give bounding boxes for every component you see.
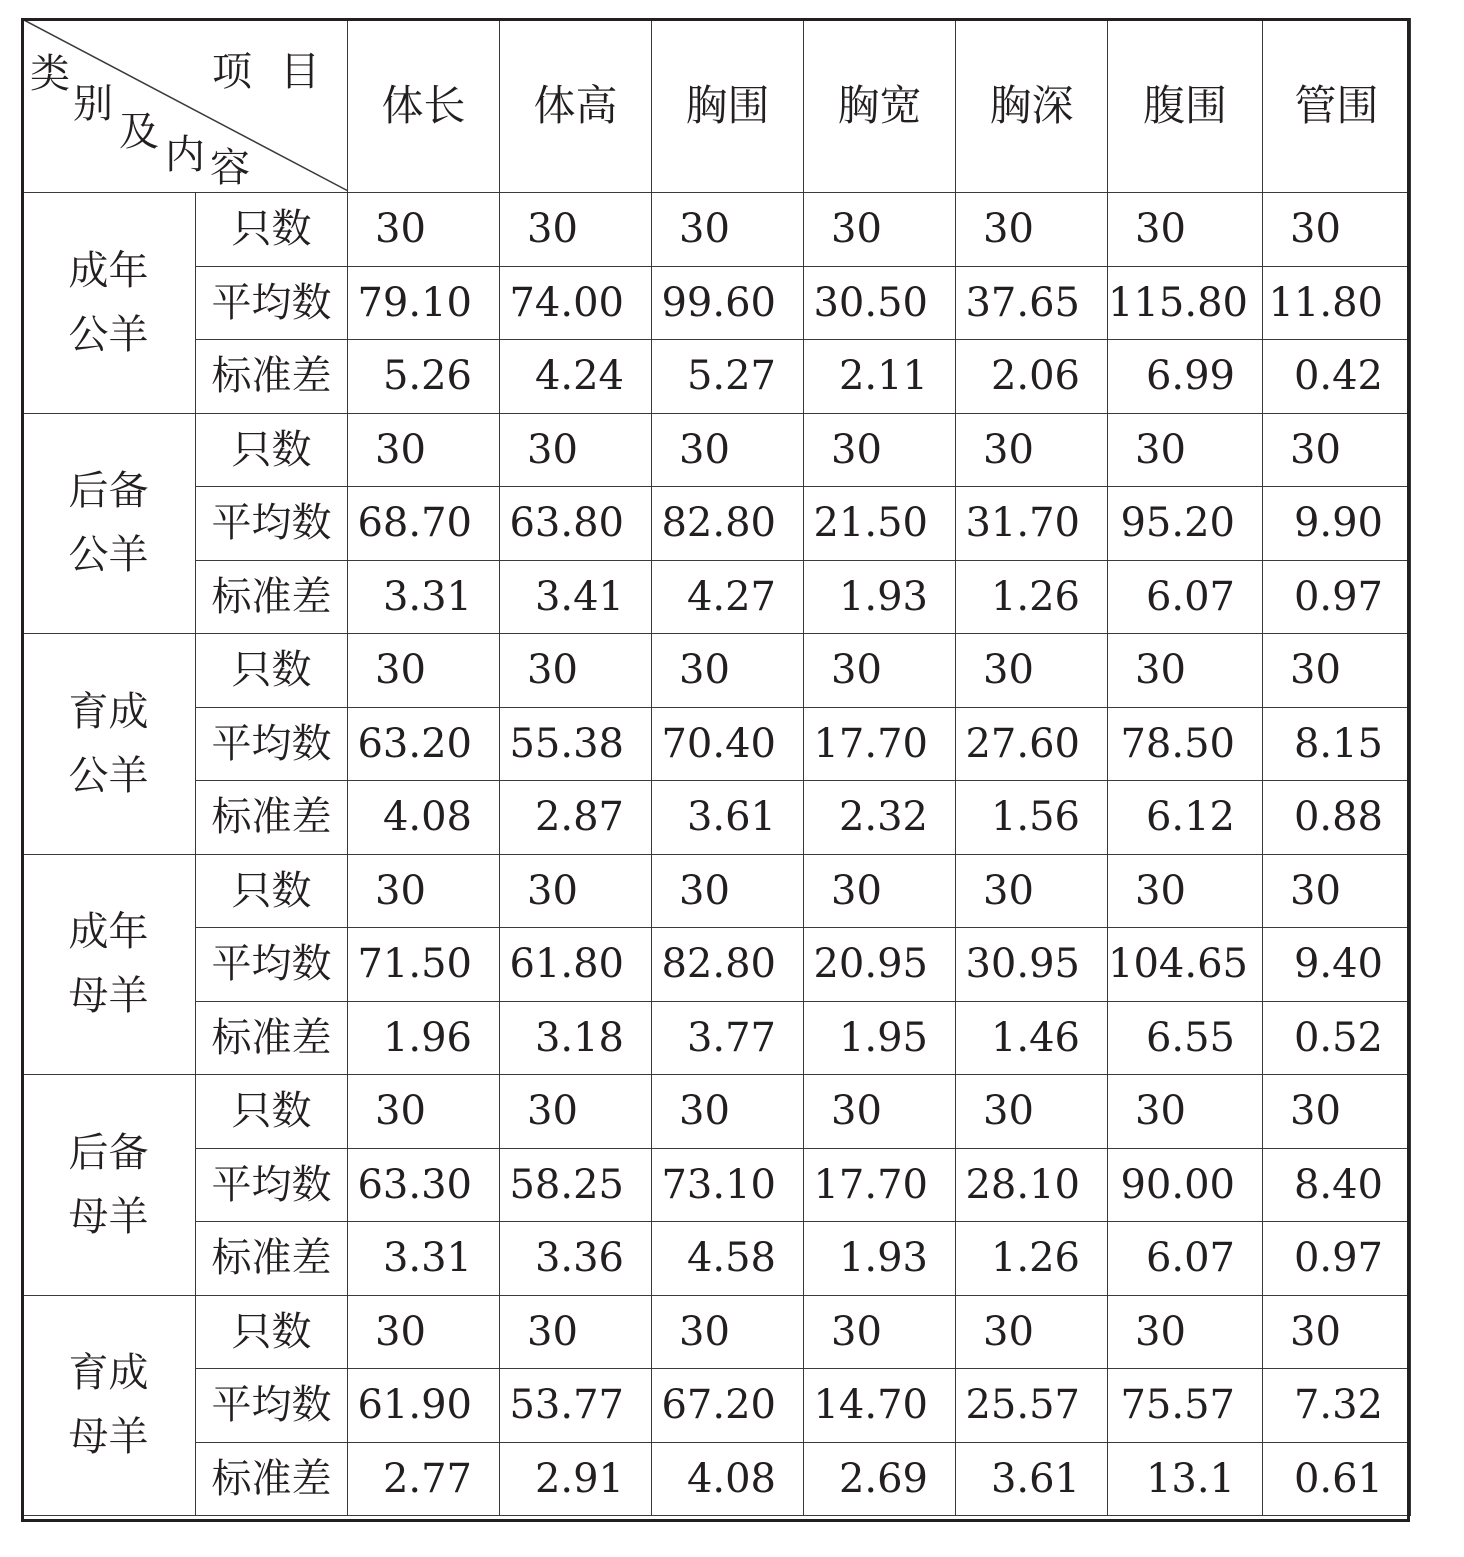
- data-cell: 30: [348, 634, 500, 708]
- data-cell: 30: [348, 854, 500, 928]
- data-cell: 0.88: [1263, 781, 1411, 855]
- data-cell: 1.93: [804, 1222, 956, 1296]
- column-header: 胸深: [956, 19, 1108, 193]
- data-cell: 31.70: [956, 487, 1108, 561]
- row-label: 标准差: [196, 1222, 348, 1296]
- data-cell: 3.77: [652, 1001, 804, 1075]
- data-cell: 1.93: [804, 560, 956, 634]
- data-cell: 30: [1108, 1075, 1263, 1149]
- table-row: [22, 928, 1411, 1002]
- data-cell: 1.96: [348, 1001, 500, 1075]
- column-header: 胸围: [652, 19, 804, 193]
- category-cell: [22, 413, 196, 634]
- data-cell: 6.99: [1108, 340, 1263, 414]
- data-cell: 73.10: [652, 1148, 804, 1222]
- data-cell: 30: [652, 1075, 804, 1149]
- data-cell: 1.95: [804, 1001, 956, 1075]
- data-cell: 30: [956, 1295, 1108, 1369]
- table-row: [22, 340, 1411, 414]
- row-label: 只数: [196, 413, 348, 487]
- data-cell: 30: [956, 634, 1108, 708]
- column-header: 胸宽: [804, 19, 956, 193]
- data-cell: 30: [1108, 1295, 1263, 1369]
- body-measurement-table: [21, 18, 1411, 1516]
- data-cell: 8.15: [1263, 707, 1411, 781]
- data-cell: 30: [348, 413, 500, 487]
- data-cell: 30: [500, 634, 652, 708]
- category-label-line: 母羊: [68, 973, 149, 1020]
- data-cell: 30: [1263, 1295, 1411, 1369]
- row-label: 平均数: [196, 487, 348, 561]
- header-row: [22, 19, 1411, 193]
- category-cell: [22, 634, 196, 855]
- table-row: [22, 1295, 1411, 1369]
- category-label-line: 母羊: [68, 1193, 149, 1240]
- corner-row-char: 容: [210, 145, 250, 191]
- row-label: 平均数: [196, 1148, 348, 1222]
- table-container: [21, 18, 1411, 1516]
- data-cell: 6.55: [1108, 1001, 1263, 1075]
- data-cell: 104.65: [1108, 928, 1263, 1002]
- corner-row-char: 类: [30, 51, 70, 97]
- data-cell: 30: [956, 1075, 1108, 1149]
- data-cell: 5.26: [348, 340, 500, 414]
- data-cell: 30: [956, 854, 1108, 928]
- data-cell: 1.26: [956, 1222, 1108, 1296]
- data-cell: 30: [652, 634, 804, 708]
- data-cell: 20.95: [804, 928, 956, 1002]
- category-cell: [22, 1295, 196, 1516]
- data-cell: 70.40: [652, 707, 804, 781]
- row-label: 平均数: [196, 266, 348, 340]
- data-cell: 30: [1263, 854, 1411, 928]
- data-cell: 58.25: [500, 1148, 652, 1222]
- data-cell: 78.50: [1108, 707, 1263, 781]
- data-cell: 30: [804, 854, 956, 928]
- table-body: [22, 193, 1411, 1516]
- data-cell: 3.31: [348, 1222, 500, 1296]
- data-cell: 30: [348, 193, 500, 267]
- table-row: [22, 266, 1411, 340]
- category-label-line: 母羊: [68, 1414, 149, 1461]
- data-cell: 7.32: [1263, 1369, 1411, 1443]
- corner-header-cell: [22, 19, 348, 193]
- corner-item-char: 目: [280, 49, 320, 95]
- data-cell: 6.07: [1108, 1222, 1263, 1296]
- data-cell: 4.08: [348, 781, 500, 855]
- data-cell: 30.95: [956, 928, 1108, 1002]
- table-row: [22, 413, 1411, 487]
- category-label-line: 后备: [68, 468, 149, 515]
- data-cell: 0.42: [1263, 340, 1411, 414]
- data-cell: 37.65: [956, 266, 1108, 340]
- data-cell: 30: [1263, 634, 1411, 708]
- corner-item-char: 项: [212, 49, 252, 95]
- data-cell: 30: [1108, 413, 1263, 487]
- data-cell: 0.61: [1263, 1442, 1411, 1516]
- data-cell: 5.27: [652, 340, 804, 414]
- row-label: 只数: [196, 193, 348, 267]
- data-cell: 1.46: [956, 1001, 1108, 1075]
- table-row: [22, 781, 1411, 855]
- row-label: 只数: [196, 634, 348, 708]
- data-cell: 30: [804, 413, 956, 487]
- data-cell: 30: [1263, 1075, 1411, 1149]
- data-cell: 2.06: [956, 340, 1108, 414]
- row-label: 只数: [196, 1075, 348, 1149]
- data-cell: 13.1: [1108, 1442, 1263, 1516]
- category-label-line: 育成: [68, 1350, 149, 1397]
- row-label: 标准差: [196, 340, 348, 414]
- category-label-line: 成年: [68, 909, 149, 956]
- row-label: 标准差: [196, 1442, 348, 1516]
- category-label-line: 后备: [68, 1129, 149, 1176]
- data-cell: 3.61: [652, 781, 804, 855]
- data-cell: 53.77: [500, 1369, 652, 1443]
- data-cell: 1.26: [956, 560, 1108, 634]
- data-cell: 82.80: [652, 487, 804, 561]
- data-cell: 30: [1263, 413, 1411, 487]
- data-cell: 0.52: [1263, 1001, 1411, 1075]
- data-cell: 3.61: [956, 1442, 1108, 1516]
- table-row: [22, 854, 1411, 928]
- data-cell: 3.31: [348, 560, 500, 634]
- table-row: [22, 634, 1411, 708]
- data-cell: 3.41: [500, 560, 652, 634]
- data-cell: 75.57: [1108, 1369, 1263, 1443]
- data-cell: 4.58: [652, 1222, 804, 1296]
- data-cell: 0.97: [1263, 1222, 1411, 1296]
- category-label-line: 公羊: [68, 532, 149, 579]
- data-cell: 4.24: [500, 340, 652, 414]
- table-row: [22, 1148, 1411, 1222]
- data-cell: 55.38: [500, 707, 652, 781]
- data-cell: 3.18: [500, 1001, 652, 1075]
- data-cell: 30: [500, 1295, 652, 1369]
- data-cell: 90.00: [1108, 1148, 1263, 1222]
- data-cell: 67.20: [652, 1369, 804, 1443]
- row-label: 平均数: [196, 707, 348, 781]
- data-cell: 115.80: [1108, 266, 1263, 340]
- data-cell: 95.20: [1108, 487, 1263, 561]
- data-cell: 0.97: [1263, 560, 1411, 634]
- category-cell: [22, 1075, 196, 1296]
- data-cell: 82.80: [652, 928, 804, 1002]
- data-cell: 28.10: [956, 1148, 1108, 1222]
- data-cell: 30: [500, 854, 652, 928]
- data-cell: 30: [652, 854, 804, 928]
- data-cell: 30: [804, 1075, 956, 1149]
- corner-row-char: 别: [73, 81, 113, 127]
- table-row: [22, 560, 1411, 634]
- category-label-line: 育成: [68, 688, 149, 735]
- table-row: [22, 1369, 1411, 1443]
- row-label: 平均数: [196, 1369, 348, 1443]
- data-cell: 9.40: [1263, 928, 1411, 1002]
- data-cell: 4.08: [652, 1442, 804, 1516]
- data-cell: 2.32: [804, 781, 956, 855]
- data-cell: 79.10: [348, 266, 500, 340]
- category-label-line: 成年: [68, 247, 149, 294]
- corner-row-char: 及: [119, 109, 159, 155]
- data-cell: 30: [956, 413, 1108, 487]
- data-cell: 74.00: [500, 266, 652, 340]
- data-cell: 6.07: [1108, 560, 1263, 634]
- category-cell: [22, 854, 196, 1075]
- data-cell: 30: [500, 1075, 652, 1149]
- data-cell: 17.70: [804, 707, 956, 781]
- table-row: [22, 1442, 1411, 1516]
- data-cell: 61.90: [348, 1369, 500, 1443]
- data-cell: 30: [804, 634, 956, 708]
- data-cell: 30: [1108, 854, 1263, 928]
- column-header: 管围: [1263, 19, 1411, 193]
- data-cell: 8.40: [1263, 1148, 1411, 1222]
- table-row: [22, 1001, 1411, 1075]
- data-cell: 30: [804, 1295, 956, 1369]
- table-row: [22, 193, 1411, 267]
- data-cell: 2.87: [500, 781, 652, 855]
- data-cell: 30: [500, 413, 652, 487]
- data-cell: 61.80: [500, 928, 652, 1002]
- row-label: 标准差: [196, 560, 348, 634]
- data-cell: 30: [1108, 634, 1263, 708]
- data-cell: 3.36: [500, 1222, 652, 1296]
- data-cell: 14.70: [804, 1369, 956, 1443]
- table-row: [22, 1222, 1411, 1296]
- row-label: 标准差: [196, 781, 348, 855]
- corner-row-char: 内: [165, 132, 205, 178]
- table-row: [22, 707, 1411, 781]
- data-cell: 99.60: [652, 266, 804, 340]
- row-label: 平均数: [196, 928, 348, 1002]
- data-cell: 2.11: [804, 340, 956, 414]
- data-cell: 63.80: [500, 487, 652, 561]
- data-cell: 63.20: [348, 707, 500, 781]
- row-label: 标准差: [196, 1001, 348, 1075]
- data-cell: 2.69: [804, 1442, 956, 1516]
- data-cell: 68.70: [348, 487, 500, 561]
- data-cell: 4.27: [652, 560, 804, 634]
- row-label: 只数: [196, 1295, 348, 1369]
- data-cell: 21.50: [804, 487, 956, 561]
- table-row: [22, 487, 1411, 561]
- data-cell: 30: [1108, 193, 1263, 267]
- column-header: 腹围: [1108, 19, 1263, 193]
- category-label-line: 公羊: [68, 752, 149, 799]
- data-cell: 9.90: [1263, 487, 1411, 561]
- data-cell: 2.91: [500, 1442, 652, 1516]
- column-header: 体长: [348, 19, 500, 193]
- data-cell: 30.50: [804, 266, 956, 340]
- category-cell: [22, 193, 196, 414]
- data-cell: 30: [500, 193, 652, 267]
- data-cell: 30: [652, 413, 804, 487]
- data-cell: 30: [652, 1295, 804, 1369]
- data-cell: 1.56: [956, 781, 1108, 855]
- data-cell: 63.30: [348, 1148, 500, 1222]
- data-cell: 30: [1263, 193, 1411, 267]
- data-cell: 30: [348, 1075, 500, 1149]
- data-cell: 30: [652, 193, 804, 267]
- table-row: [22, 1075, 1411, 1149]
- data-cell: 71.50: [348, 928, 500, 1002]
- data-cell: 30: [804, 193, 956, 267]
- data-cell: 30: [348, 1295, 500, 1369]
- data-cell: 30: [956, 193, 1108, 267]
- data-cell: 6.12: [1108, 781, 1263, 855]
- data-cell: 17.70: [804, 1148, 956, 1222]
- row-label: 只数: [196, 854, 348, 928]
- category-label-line: 公羊: [68, 311, 149, 358]
- data-cell: 11.80: [1263, 266, 1411, 340]
- data-cell: 25.57: [956, 1369, 1108, 1443]
- data-cell: 27.60: [956, 707, 1108, 781]
- column-header: 体高: [500, 19, 652, 193]
- data-cell: 2.77: [348, 1442, 500, 1516]
